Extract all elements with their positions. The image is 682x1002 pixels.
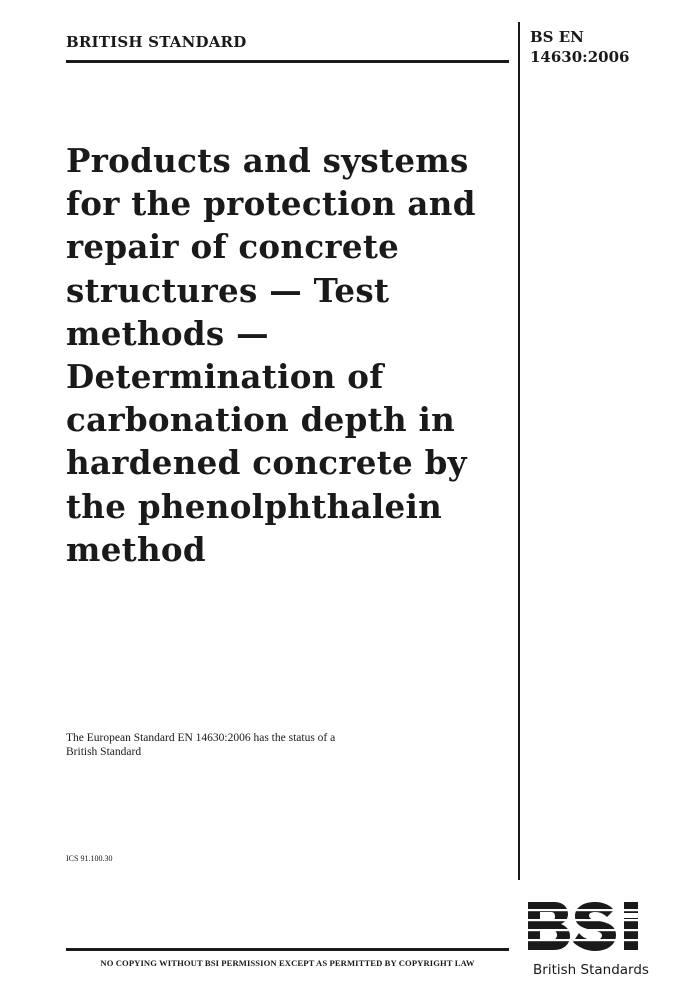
publisher-label: BRITISH STANDARD <box>66 33 247 51</box>
title-line: repair of concrete <box>66 227 400 267</box>
standard-number-code: 14630:2006 <box>530 48 630 66</box>
status-note <box>66 731 335 759</box>
title-line: methods — <box>66 313 269 353</box>
ics-code: ICS 91.100.30 <box>66 854 113 863</box>
standard-number-prefix: BS EN <box>530 28 584 46</box>
status-note-line: British Standard <box>66 746 142 758</box>
header-rule <box>66 60 509 63</box>
copyright-notice: NO COPYING WITHOUT BSI PERMISSION EXCEPT AS PERMITTED BY COPYRIGHT LAW <box>100 958 475 968</box>
title-line: for the protection and <box>66 184 476 224</box>
title-line: carbonation depth in <box>66 400 456 440</box>
vertical-divider <box>518 22 520 880</box>
document-title <box>66 139 511 571</box>
bsi-wordmark: British Standards <box>533 962 649 978</box>
title-line: method <box>66 529 206 569</box>
standard-number <box>530 27 629 67</box>
title-line: hardened concrete by <box>66 443 467 483</box>
title-line: structures — Test <box>66 270 390 310</box>
footer-rule <box>66 948 509 951</box>
status-note-line: The European Standard EN 14630:2006 has the status of a <box>66 732 336 744</box>
title-line: Determination of <box>66 357 384 397</box>
title-line: Products and systems <box>66 141 469 180</box>
title-line: the phenolphthalein <box>66 486 443 526</box>
